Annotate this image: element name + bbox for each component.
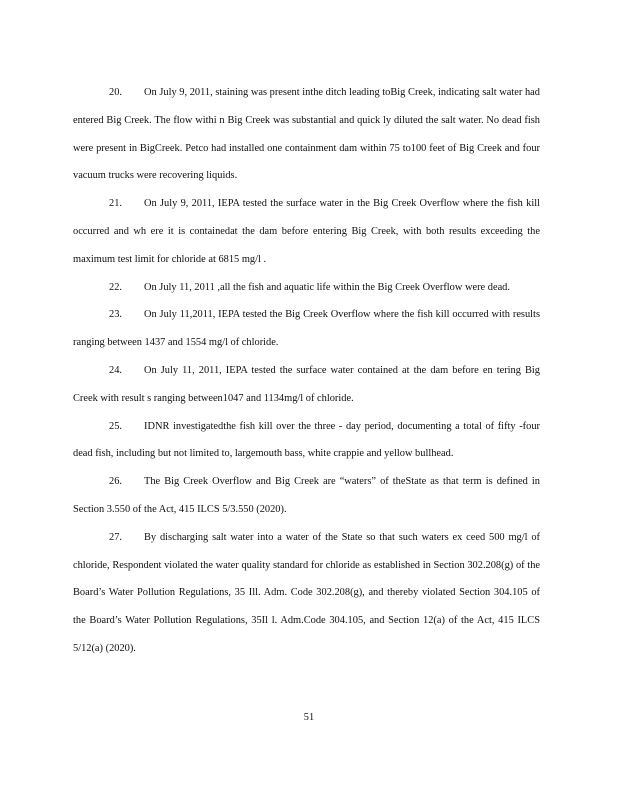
paragraph-text: On July 11, 2011 ,all the fish and aquatic life within the Big Creek Overflow were dead. [144, 281, 510, 293]
paragraph-number: 22. [109, 281, 122, 293]
paragraph-text: The Big Creek Overflow and Big Creek are “waters” of theState as that term is defined in Section 3.550 of the Act, 415 ILCS 5/3.550 (2020). [73, 476, 540, 515]
paragraph-26 [73, 468, 540, 524]
paragraph-number: 25. [109, 420, 122, 432]
paragraph-20 [73, 79, 540, 190]
paragraph-22 [73, 274, 540, 302]
paragraph-number: 26. [109, 476, 122, 488]
paragraph-24 [73, 357, 540, 413]
page-number: 51 [303, 712, 315, 723]
paragraph-number: 20. [109, 87, 122, 98]
paragraph-text: IDNR investigatedthe fish kill over the three - day period, documenting a total of fifty -four dead fish, including but not limited to, largemouth bass, white crappie and yellow bullhead. [73, 420, 540, 460]
paragraph-text: By discharging salt water into a water of the State so that such waters ex ceed 500 mg/l of chloride, Respondent violated the water quality standard for chloride as established in Section 302.208(g) of the Board’s Water Pollution Regulations, 35 Ill. Adm. Code 302.208(g), and thereby violated Section 304.105 of the Board’s Water Pollution Regulations, 35Il l. Adm.Code 304.105, and Section 12(a) of the Act, 415 ILCS 5/12(a) (2020). [73, 531, 540, 654]
paragraph-25 [73, 413, 540, 469]
paragraph-text: On July 11, 2011, IEPA tested the surface water contained at the dam before en tering Big Creek with result s ranging between1047 and 1134mg/l of chloride. [73, 364, 540, 404]
paragraph-number: 23. [109, 309, 122, 321]
paragraph-21 [73, 190, 540, 273]
paragraph-number: 27. [109, 531, 122, 543]
document-body [73, 79, 540, 663]
paragraph-text: On July 11,2011, IEPA tested the Big Creek Overflow where the fish kill occurred with results ranging between 1437 and 1554 mg/l of chloride. [73, 309, 540, 349]
paragraph-number: 21. [109, 198, 122, 210]
paragraph-number: 24. [109, 364, 122, 376]
paragraph-27 [73, 524, 540, 663]
paragraph-text: On July 9, 2011, staining was present inthe ditch leading toBig Creek, indicating salt water had entered Big Creek. The flow withi n Big Creek was substantial and quick ly diluted the salt water. No dead fish were present in BigCreek. Petco had installed one containment dam within 75 to100 feet of Big Creek and four vacuum trucks were recovering liquids. [73, 87, 540, 182]
paragraph-text: On July 9, 2011, IEPA tested the surface water in the Big Creek Overflow where the fish kill occurred and wh ere it is containedat the dam before entering Big Creek, with both results exceeding the maximum test limit for chloride at 6815 mg/l . [73, 198, 540, 265]
paragraph-23 [73, 301, 540, 357]
